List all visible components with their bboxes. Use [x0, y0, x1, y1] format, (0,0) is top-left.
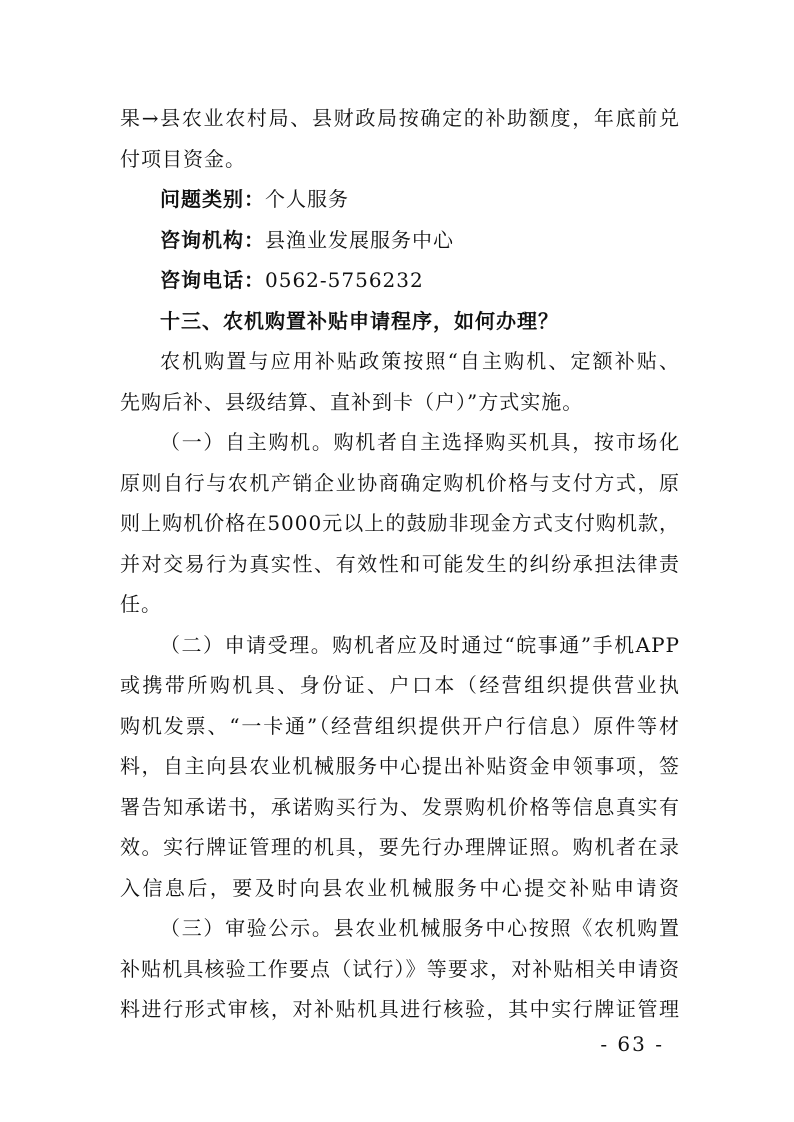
text-line: 料，自主向县农业机械服务中心提出补贴资金申领事项，签: [120, 754, 680, 778]
text-line: 署告知承诺书，承诺购买行为、发票购机价格等信息真实有: [120, 794, 680, 819]
paragraph-line: [120, 382, 680, 423]
paragraph-line: [120, 503, 680, 544]
text-line: 付项目资金。: [120, 146, 246, 171]
text-line: 果→县农业农村局、县财政局按确定的补助额度，年底前兑: [120, 106, 680, 130]
consulting-phone-line: [120, 260, 680, 301]
text-line: 任。: [120, 592, 162, 616]
document-body: [120, 98, 680, 1030]
text-line: 则上购机价格在5000元以上的鼓励非现金方式支付购机款，: [120, 511, 680, 535]
paragraph-line: [120, 98, 680, 139]
consulting-agency-line: [120, 220, 680, 261]
section-heading-text: 十三、农机购置补贴申请程序，如何办理？: [160, 308, 559, 333]
paragraph-line: [120, 827, 680, 868]
text-line: 并对交易行为真实性、有效性和可能发生的纠纷承担法律责: [120, 551, 680, 576]
paragraph-line: [120, 665, 680, 706]
paragraph-line: [120, 544, 680, 585]
page-number: - 63 -: [600, 1032, 664, 1056]
paragraph-line: [120, 422, 680, 463]
paragraph-line: [120, 625, 680, 666]
consulting-phone-label: 咨询电话：: [160, 268, 265, 292]
text-line: 原则自行与农机产销企业协商确定购机价格与支付方式，原: [120, 470, 680, 495]
paragraph-line: [120, 746, 680, 787]
consulting-phone-value: 0562-5756232: [265, 268, 424, 292]
text-line: 入信息后，要及时向县农业机械服务中心提交补贴申请资: [120, 875, 680, 900]
section-heading: [120, 301, 680, 342]
text-line: 先购后补、县级结算、直补到卡（户）”方式实施。: [120, 389, 584, 414]
text-line: 补贴机具核验工作要点（试行）》等要求，对补贴相关申请资: [120, 956, 680, 981]
consulting-agency-value: 县渔业发展服务中心: [265, 227, 454, 252]
text-line: 购机发票、“一卡通”（经营组织提供开户行信息）原件等材: [120, 713, 680, 738]
text-line: （三）审验公示。县农业机械服务中心按照《农机购置: [160, 916, 680, 940]
text-line: （一）自主购机。购机者自主选择购买机具，按市场化: [160, 430, 680, 454]
paragraph-line: [120, 139, 680, 180]
text-line: 效。实行牌证管理的机具，要先行办理牌证照。购机者在录: [120, 835, 680, 859]
paragraph-line: [120, 949, 680, 990]
paragraph-line: [120, 989, 680, 1030]
paragraph-line: [120, 868, 680, 909]
paragraph-line: [120, 787, 680, 828]
text-line: 料进行形式审核，对补贴机具进行核验，其中实行牌证管理: [120, 997, 680, 1021]
paragraph-line: [120, 908, 680, 949]
text-line: 或携带所购机具、身份证、户口本（经营组织提供营业执: [120, 673, 680, 697]
consulting-agency-label: 咨询机构：: [160, 227, 265, 252]
paragraph-line: [120, 706, 680, 747]
question-category-line: [120, 179, 680, 220]
question-category-label: 问题类别：: [160, 187, 265, 211]
paragraph-line: [120, 463, 680, 504]
paragraph-line: [120, 584, 680, 625]
text-line: 农机购置与应用补贴政策按照“自主购机、定额补贴、: [160, 349, 680, 373]
question-category-value: 个人服务: [265, 187, 349, 211]
text-line: （二）申请受理。购机者应及时通过“皖事通”手机APP: [160, 632, 680, 657]
paragraph-line: [120, 341, 680, 382]
